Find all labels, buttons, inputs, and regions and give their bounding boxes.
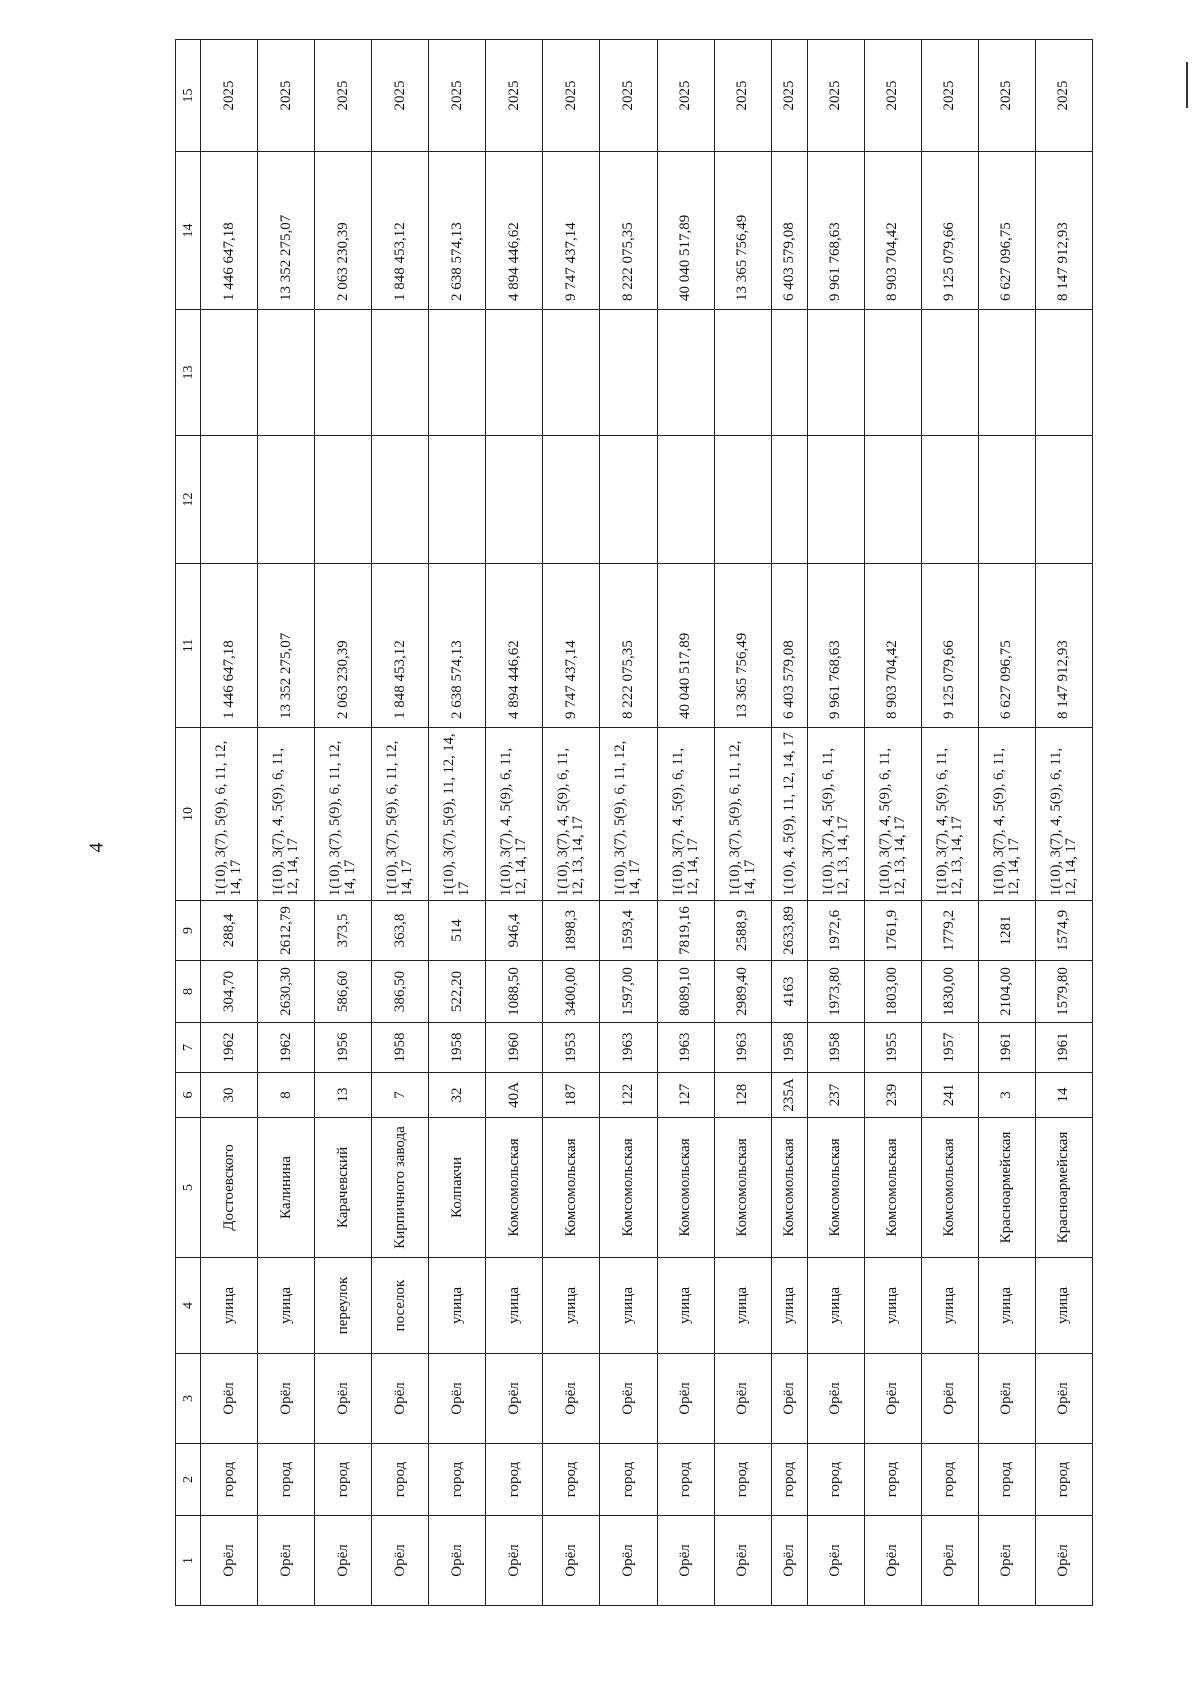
cell-col-3: Орёл: [714, 1354, 771, 1444]
cell-col-11: 6 403 579,08: [771, 564, 807, 728]
cell-col-4: улица: [543, 1258, 600, 1354]
cell-col-4: улица: [864, 1258, 921, 1354]
cell-col-6: 7: [372, 1073, 429, 1118]
cell-col-12: [771, 436, 807, 564]
cell-col-13: [429, 310, 486, 436]
cell-col-11: 13 352 275,07: [258, 564, 315, 728]
cell-col-2: город: [864, 1444, 921, 1516]
cell-col-5: Комсомольская: [807, 1118, 864, 1258]
cell-col-14: 6 627 096,75: [978, 152, 1035, 310]
cell-col-5: Калинина: [258, 1118, 315, 1258]
cell-col-11: 13 365 756,49: [714, 564, 771, 728]
cell-col-1: Орёл: [429, 1516, 486, 1606]
cell-col-11: 9 961 768,63: [807, 564, 864, 728]
cell-col-13: [807, 310, 864, 436]
cell-col-12: [807, 436, 864, 564]
cell-col-15: 2025: [921, 40, 978, 152]
table-row: [864, 40, 921, 1606]
cell-col-2: город: [978, 1444, 1035, 1516]
cell-col-10: 1(10), 3(7), 4, 5(9), 6, 11, 12, 13, 14, 17: [807, 728, 864, 901]
cell-col-10: 1(10), 3(7), 4, 5(9), 6, 11, 12, 13, 14, 17: [864, 728, 921, 901]
cell-col-7: 1956: [315, 1023, 372, 1073]
cell-col-6: 237: [807, 1073, 864, 1118]
cell-col-2: город: [201, 1444, 258, 1516]
cell-col-11: 1 446 647,18: [201, 564, 258, 728]
cell-col-4: улица: [771, 1258, 807, 1354]
column-header-7: 7: [176, 1023, 201, 1073]
cell-col-8: 304,70: [201, 961, 258, 1023]
cell-col-15: 2025: [864, 40, 921, 152]
cell-col-6: 14: [1035, 1073, 1092, 1118]
cell-col-4: улица: [714, 1258, 771, 1354]
column-header-3: 3: [176, 1354, 201, 1444]
cell-col-2: город: [372, 1444, 429, 1516]
table-row: [807, 40, 864, 1606]
rotated-table: [175, 40, 1093, 1606]
cell-col-1: Орёл: [258, 1516, 315, 1606]
cell-col-2: город: [486, 1444, 543, 1516]
cell-col-5: Комсомольская: [714, 1118, 771, 1258]
cell-col-10: 1(10), 3(7), 4, 5(9), 6, 11, 12, 14, 17: [978, 728, 1035, 901]
cell-col-3: Орёл: [1035, 1354, 1092, 1444]
table-row: [486, 40, 543, 1606]
cell-col-11: 1 848 453,12: [372, 564, 429, 728]
cell-col-11: 2 638 574,13: [429, 564, 486, 728]
cell-col-14: 40 040 517,89: [657, 152, 714, 310]
column-header-9: 9: [176, 901, 201, 961]
cell-col-9: 373,5: [315, 901, 372, 961]
cell-col-10: 1(10), 3(7), 4, 5(9), 6, 11, 12, 14, 17: [657, 728, 714, 901]
cell-col-1: Орёл: [864, 1516, 921, 1606]
cell-col-15: 2025: [1035, 40, 1092, 152]
cell-col-9: 1898,3: [543, 901, 600, 961]
cell-col-1: Орёл: [807, 1516, 864, 1606]
cell-col-12: [1035, 436, 1092, 564]
cell-col-8: 4163: [771, 961, 807, 1023]
cell-col-8: 586,60: [315, 961, 372, 1023]
cell-col-14: 2 063 230,39: [315, 152, 372, 310]
cell-col-7: 1958: [807, 1023, 864, 1073]
cell-col-2: город: [600, 1444, 657, 1516]
cell-col-8: 2630,30: [258, 961, 315, 1023]
cell-col-10: 1(10), 3(7), 5(9), 6, 11, 12, 14, 17: [600, 728, 657, 901]
cell-col-2: город: [771, 1444, 807, 1516]
cell-col-9: 2612,79: [258, 901, 315, 961]
cell-col-3: Орёл: [486, 1354, 543, 1444]
column-header-5: 5: [176, 1118, 201, 1258]
cell-col-11: 8 903 704,42: [864, 564, 921, 728]
cell-col-4: улица: [1035, 1258, 1092, 1354]
cell-col-12: [978, 436, 1035, 564]
cell-col-5: Комсомольская: [771, 1118, 807, 1258]
cell-col-12: [486, 436, 543, 564]
cell-col-8: 1597,00: [600, 961, 657, 1023]
cell-col-7: 1957: [921, 1023, 978, 1073]
cell-col-3: Орёл: [978, 1354, 1035, 1444]
page-number: 4: [85, 842, 108, 853]
table-row: [315, 40, 372, 1606]
cell-col-1: Орёл: [771, 1516, 807, 1606]
cell-col-6: 235А: [771, 1073, 807, 1118]
cell-col-10: 1(10), 3(7), 5(9), 6, 11, 12, 14, 17: [315, 728, 372, 901]
cell-col-5: Комсомольская: [657, 1118, 714, 1258]
cell-col-12: [201, 436, 258, 564]
cell-col-8: 8089,10: [657, 961, 714, 1023]
cell-col-14: 1 446 647,18: [201, 152, 258, 310]
cell-col-7: 1963: [600, 1023, 657, 1073]
cell-col-4: улица: [258, 1258, 315, 1354]
column-header-6: 6: [176, 1073, 201, 1118]
cell-col-11: 2 063 230,39: [315, 564, 372, 728]
cell-col-3: Орёл: [864, 1354, 921, 1444]
cell-col-6: 3: [978, 1073, 1035, 1118]
cell-col-12: [258, 436, 315, 564]
cell-col-10: 1(10), 3(7), 4, 5(9), 6, 11, 12, 14, 17: [1035, 728, 1092, 901]
cell-col-12: [921, 436, 978, 564]
cell-col-13: [864, 310, 921, 436]
cell-col-6: 122: [600, 1073, 657, 1118]
cell-col-15: 2025: [771, 40, 807, 152]
cell-col-5: Колпакчи: [429, 1118, 486, 1258]
cell-col-8: 1088,50: [486, 961, 543, 1023]
cell-col-6: 30: [201, 1073, 258, 1118]
cell-col-12: [600, 436, 657, 564]
cell-col-5: Комсомольская: [921, 1118, 978, 1258]
cell-col-4: поселок: [372, 1258, 429, 1354]
cell-col-14: 9 125 079,66: [921, 152, 978, 310]
cell-col-1: Орёл: [978, 1516, 1035, 1606]
cell-col-13: [1035, 310, 1092, 436]
cell-col-14: 13 352 275,07: [258, 152, 315, 310]
column-header-10: 10: [176, 728, 201, 901]
cell-col-7: 1962: [201, 1023, 258, 1073]
cell-col-14: 6 403 579,08: [771, 152, 807, 310]
cell-col-1: Орёл: [1035, 1516, 1092, 1606]
cell-col-15: 2025: [315, 40, 372, 152]
cell-col-9: 946,4: [486, 901, 543, 961]
cell-col-3: Орёл: [429, 1354, 486, 1444]
cell-col-12: [315, 436, 372, 564]
cell-col-7: 1958: [372, 1023, 429, 1073]
cell-col-9: 1593,4: [600, 901, 657, 961]
cell-col-13: [714, 310, 771, 436]
cell-col-10: 1(10), 3(7), 4, 5(9), 6, 11, 12, 13, 14, 17: [921, 728, 978, 901]
cell-col-11: 4 894 446,62: [486, 564, 543, 728]
cell-col-12: [657, 436, 714, 564]
margin-mark: [1186, 62, 1188, 108]
table-row: [429, 40, 486, 1606]
cell-col-5: Красноармейская: [1035, 1118, 1092, 1258]
cell-col-12: [429, 436, 486, 564]
cell-col-9: 7819,16: [657, 901, 714, 961]
cell-col-14: 2 638 574,13: [429, 152, 486, 310]
cell-col-1: Орёл: [600, 1516, 657, 1606]
cell-col-15: 2025: [714, 40, 771, 152]
cell-col-11: 40 040 517,89: [657, 564, 714, 728]
cell-col-7: 1958: [771, 1023, 807, 1073]
cell-col-10: 1(10), 3(7), 5(9), 6, 11, 12, 14, 17: [201, 728, 258, 901]
cell-col-14: 4 894 446,62: [486, 152, 543, 310]
cell-col-15: 2025: [258, 40, 315, 152]
cell-col-15: 2025: [807, 40, 864, 152]
cell-col-5: Кирпичного завода: [372, 1118, 429, 1258]
cell-col-2: город: [807, 1444, 864, 1516]
cell-col-4: улица: [657, 1258, 714, 1354]
cell-col-2: город: [543, 1444, 600, 1516]
cell-col-14: 9 961 768,63: [807, 152, 864, 310]
cell-col-10: 1(10), 3(7), 4, 5(9), 6, 11, 12, 13, 14, 17: [543, 728, 600, 901]
cell-col-3: Орёл: [543, 1354, 600, 1444]
column-header-15: 15: [176, 40, 201, 152]
cell-col-5: Достоевского: [201, 1118, 258, 1258]
cell-col-4: улица: [807, 1258, 864, 1354]
cell-col-3: Орёл: [807, 1354, 864, 1444]
cell-col-11: 9 125 079,66: [921, 564, 978, 728]
cell-col-7: 1958: [429, 1023, 486, 1073]
cell-col-2: город: [714, 1444, 771, 1516]
table-row: [771, 40, 807, 1606]
column-header-13: 13: [176, 310, 201, 436]
cell-col-6: 40А: [486, 1073, 543, 1118]
cell-col-3: Орёл: [258, 1354, 315, 1444]
cell-col-9: 363,8: [372, 901, 429, 961]
cell-col-4: улица: [201, 1258, 258, 1354]
table-row: [201, 40, 258, 1606]
cell-col-14: 8 903 704,42: [864, 152, 921, 310]
cell-col-13: [771, 310, 807, 436]
cell-col-8: 1803,00: [864, 961, 921, 1023]
cell-col-4: улица: [978, 1258, 1035, 1354]
cell-col-13: [315, 310, 372, 436]
cell-col-9: 1761,9: [864, 901, 921, 961]
cell-col-1: Орёл: [201, 1516, 258, 1606]
column-header-4: 4: [176, 1258, 201, 1354]
cell-col-3: Орёл: [921, 1354, 978, 1444]
cell-col-14: 8 147 912,93: [1035, 152, 1092, 310]
cell-col-2: город: [1035, 1444, 1092, 1516]
cell-col-1: Орёл: [315, 1516, 372, 1606]
cell-col-13: [978, 310, 1035, 436]
table-row: [1035, 40, 1092, 1606]
cell-col-10: 1(10), 3(7), 5(9), 6, 11, 12, 14, 17: [714, 728, 771, 901]
column-header-14: 14: [176, 152, 201, 310]
cell-col-8: 1830,00: [921, 961, 978, 1023]
cell-col-6: 187: [543, 1073, 600, 1118]
cell-col-4: улица: [921, 1258, 978, 1354]
column-header-11: 11: [176, 564, 201, 728]
cell-col-8: 1973,80: [807, 961, 864, 1023]
cell-col-7: 1962: [258, 1023, 315, 1073]
cell-col-10: 1(10), 3(7), 4, 5(9), 6, 11, 12, 14, 17: [258, 728, 315, 901]
column-header-8: 8: [176, 961, 201, 1023]
cell-col-6: 127: [657, 1073, 714, 1118]
cell-col-6: 128: [714, 1073, 771, 1118]
cell-col-13: [201, 310, 258, 436]
cell-col-13: [258, 310, 315, 436]
cell-col-3: Орёл: [657, 1354, 714, 1444]
cell-col-6: 8: [258, 1073, 315, 1118]
cell-col-7: 1961: [1035, 1023, 1092, 1073]
table-row: [978, 40, 1035, 1606]
cell-col-4: переулок: [315, 1258, 372, 1354]
cell-col-9: 1972,6: [807, 901, 864, 961]
cell-col-9: 1779,2: [921, 901, 978, 961]
cell-col-13: [657, 310, 714, 436]
cell-col-8: 1579,80: [1035, 961, 1092, 1023]
cell-col-9: 2588,9: [714, 901, 771, 961]
cell-col-13: [486, 310, 543, 436]
cell-col-4: улица: [600, 1258, 657, 1354]
cell-col-3: Орёл: [600, 1354, 657, 1444]
cell-col-15: 2025: [486, 40, 543, 152]
table-row: [543, 40, 600, 1606]
document-table-container: [175, 40, 1093, 1606]
cell-col-8: 522,20: [429, 961, 486, 1023]
cell-col-9: 1574,9: [1035, 901, 1092, 961]
cell-col-6: 13: [315, 1073, 372, 1118]
cell-col-1: Орёл: [486, 1516, 543, 1606]
cell-col-5: Комсомольская: [600, 1118, 657, 1258]
cell-col-7: 1953: [543, 1023, 600, 1073]
cell-col-10: 1(10), 4, 5(9), 11, 12, 14, 17: [771, 728, 807, 901]
cell-col-10: 1(10), 3(7), 5(9), 11, 12, 14, 17: [429, 728, 486, 901]
cell-col-5: Красноармейская: [978, 1118, 1035, 1258]
cell-col-2: город: [921, 1444, 978, 1516]
cell-col-1: Орёл: [714, 1516, 771, 1606]
cell-col-13: [543, 310, 600, 436]
table-row: [657, 40, 714, 1606]
cell-col-11: 8 222 075,35: [600, 564, 657, 728]
housing-repair-table: [175, 39, 1093, 1606]
cell-col-11: 6 627 096,75: [978, 564, 1035, 728]
table-row: [258, 40, 315, 1606]
cell-col-9: 2633,89: [771, 901, 807, 961]
cell-col-15: 2025: [201, 40, 258, 152]
cell-col-10: 1(10), 3(7), 4, 5(9), 6, 11, 12, 14, 17: [486, 728, 543, 901]
cell-col-2: город: [315, 1444, 372, 1516]
cell-col-15: 2025: [372, 40, 429, 152]
cell-col-15: 2025: [543, 40, 600, 152]
cell-col-8: 3400,00: [543, 961, 600, 1023]
cell-col-2: город: [258, 1444, 315, 1516]
table-body: [201, 40, 1093, 1606]
cell-col-5: Комсомольская: [486, 1118, 543, 1258]
cell-col-4: улица: [486, 1258, 543, 1354]
cell-col-14: 13 365 756,49: [714, 152, 771, 310]
cell-col-12: [372, 436, 429, 564]
table-row: [921, 40, 978, 1606]
cell-col-12: [714, 436, 771, 564]
cell-col-3: Орёл: [201, 1354, 258, 1444]
cell-col-3: Орёл: [771, 1354, 807, 1444]
cell-col-15: 2025: [657, 40, 714, 152]
cell-col-15: 2025: [429, 40, 486, 152]
cell-col-9: 514: [429, 901, 486, 961]
cell-col-13: [372, 310, 429, 436]
cell-col-13: [921, 310, 978, 436]
table-row: [372, 40, 429, 1606]
cell-col-7: 1963: [657, 1023, 714, 1073]
cell-col-6: 239: [864, 1073, 921, 1118]
cell-col-12: [864, 436, 921, 564]
cell-col-2: город: [657, 1444, 714, 1516]
column-header-2: 2: [176, 1444, 201, 1516]
cell-col-3: Орёл: [372, 1354, 429, 1444]
table-row: [714, 40, 771, 1606]
cell-col-1: Орёл: [372, 1516, 429, 1606]
cell-col-14: 9 747 437,14: [543, 152, 600, 310]
cell-col-1: Орёл: [543, 1516, 600, 1606]
cell-col-11: 8 147 912,93: [1035, 564, 1092, 728]
cell-col-1: Орёл: [657, 1516, 714, 1606]
column-header-12: 12: [176, 436, 201, 564]
column-header-1: 1: [176, 1516, 201, 1606]
cell-col-8: 386,50: [372, 961, 429, 1023]
table-row: [600, 40, 657, 1606]
cell-col-9: 288,4: [201, 901, 258, 961]
cell-col-15: 2025: [600, 40, 657, 152]
cell-col-7: 1960: [486, 1023, 543, 1073]
cell-col-14: 1 848 453,12: [372, 152, 429, 310]
cell-col-9: 1281: [978, 901, 1035, 961]
cell-col-5: Карачевский: [315, 1118, 372, 1258]
cell-col-10: 1(10), 3(7), 5(9), 6, 11, 12, 14, 17: [372, 728, 429, 901]
cell-col-7: 1963: [714, 1023, 771, 1073]
cell-col-7: 1961: [978, 1023, 1035, 1073]
header-row: [176, 40, 201, 1606]
cell-col-4: улица: [429, 1258, 486, 1354]
cell-col-15: 2025: [978, 40, 1035, 152]
cell-col-7: 1955: [864, 1023, 921, 1073]
cell-col-6: 32: [429, 1073, 486, 1118]
cell-col-6: 241: [921, 1073, 978, 1118]
cell-col-1: Орёл: [921, 1516, 978, 1606]
cell-col-8: 2104,00: [978, 961, 1035, 1023]
cell-col-12: [543, 436, 600, 564]
cell-col-11: 9 747 437,14: [543, 564, 600, 728]
cell-col-2: город: [429, 1444, 486, 1516]
cell-col-8: 2989,40: [714, 961, 771, 1023]
cell-col-14: 8 222 075,35: [600, 152, 657, 310]
cell-col-3: Орёл: [315, 1354, 372, 1444]
cell-col-5: Комсомольская: [543, 1118, 600, 1258]
cell-col-5: Комсомольская: [864, 1118, 921, 1258]
cell-col-13: [600, 310, 657, 436]
